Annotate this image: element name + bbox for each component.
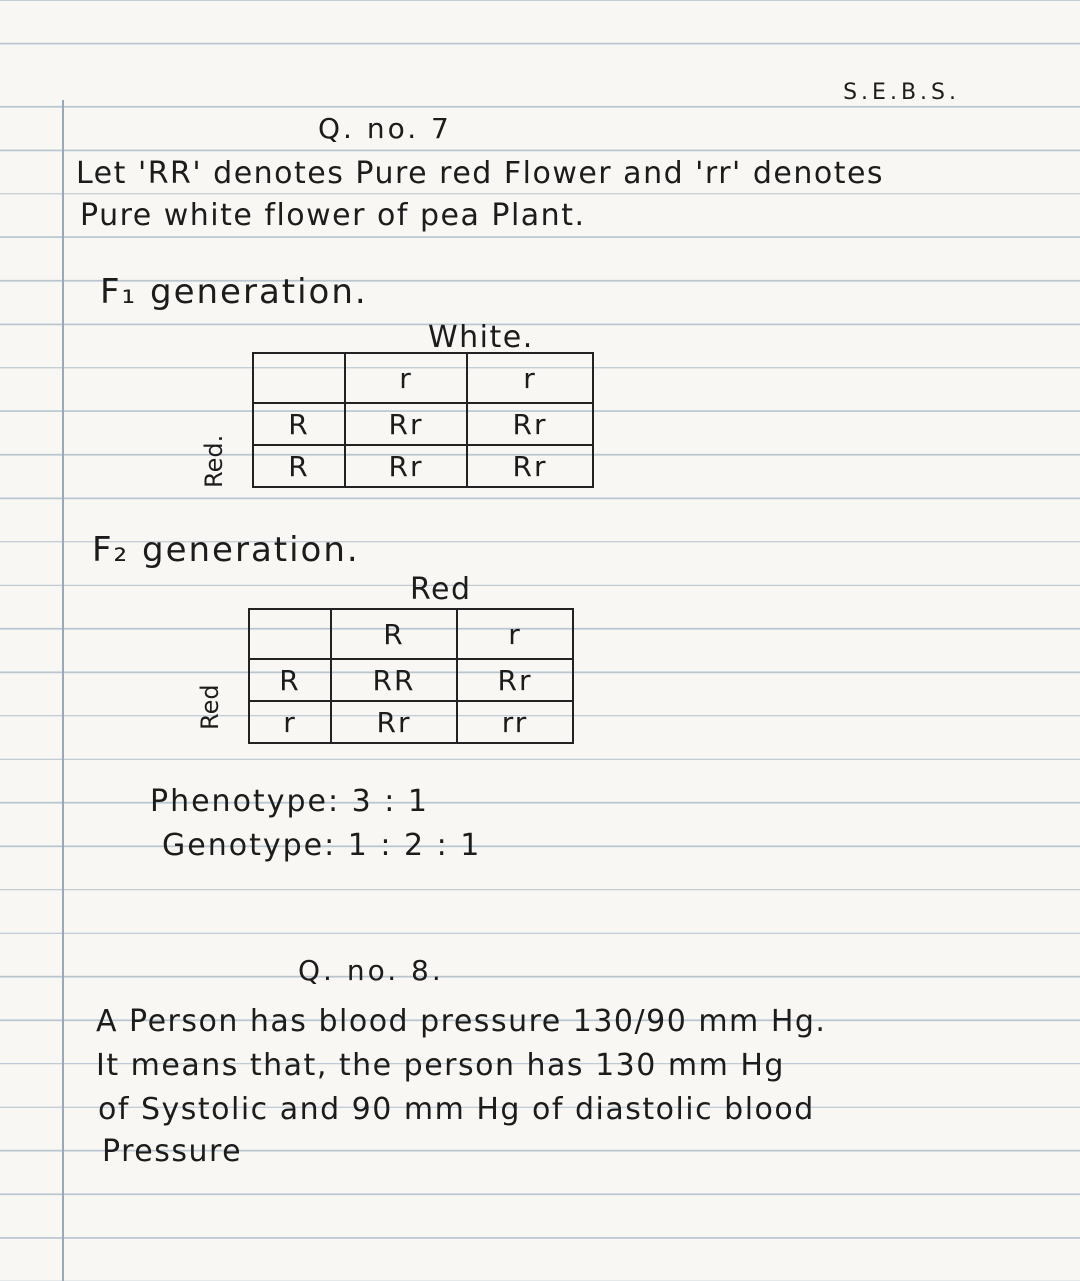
genotype-ratio: Genotype: 1 : 2 : 1 (162, 828, 482, 863)
f1-top-label: White. (428, 320, 534, 355)
table-row (253, 445, 593, 487)
genotype-cell: Rr (345, 445, 467, 487)
q7-line-2: Pure white flower of pea Plant. (80, 198, 586, 233)
phenotype-ratio: Phenotype: 3 : 1 (150, 784, 429, 819)
table-row (249, 609, 573, 659)
col-header: r (457, 609, 573, 659)
table-row (249, 701, 573, 743)
table-row (253, 403, 593, 445)
row-header: R (253, 403, 345, 445)
table-row (253, 353, 593, 403)
col-header: r (467, 353, 593, 403)
f2-title: F₂ generation. (92, 530, 360, 570)
genotype-cell: Rr (345, 403, 467, 445)
q7-heading: Q. no. 7 (318, 112, 452, 145)
q7-line-1: Let 'RR' denotes Pure red Flower and 'rr' denotes (76, 156, 885, 191)
q8-heading: Q. no. 8. (298, 954, 444, 987)
f2-top-label: Red (410, 572, 472, 607)
genotype-cell: Rr (467, 403, 593, 445)
margin-line (62, 100, 64, 1281)
genotype-cell: RR (331, 659, 457, 701)
f1-side-label: Red. (200, 434, 228, 488)
f1-title: F₁ generation. (100, 272, 368, 312)
genotype-cell: Rr (457, 659, 573, 701)
q8-line-2: It means that, the person has 130 mm Hg (96, 1048, 785, 1083)
q8-line-1: A Person has blood pressure 130/90 mm Hg. (96, 1004, 827, 1039)
row-header: R (253, 445, 345, 487)
genotype-cell: Rr (331, 701, 457, 743)
serial-mark: S.E.B.S. (843, 80, 960, 105)
genotype-cell: Rr (467, 445, 593, 487)
q8-line-3: of Systolic and 90 mm Hg of diastolic blood (98, 1092, 815, 1127)
f1-punnett-square (252, 352, 594, 488)
col-header: r (345, 353, 467, 403)
row-header: r (249, 701, 331, 743)
q8-line-4: Pressure (102, 1134, 243, 1169)
corner-cell (249, 609, 331, 659)
f2-side-label: Red (196, 684, 224, 730)
row-header: R (249, 659, 331, 701)
genotype-cell: rr (457, 701, 573, 743)
col-header: R (331, 609, 457, 659)
f2-punnett-square (248, 608, 574, 744)
table-row (249, 659, 573, 701)
corner-cell (253, 353, 345, 403)
